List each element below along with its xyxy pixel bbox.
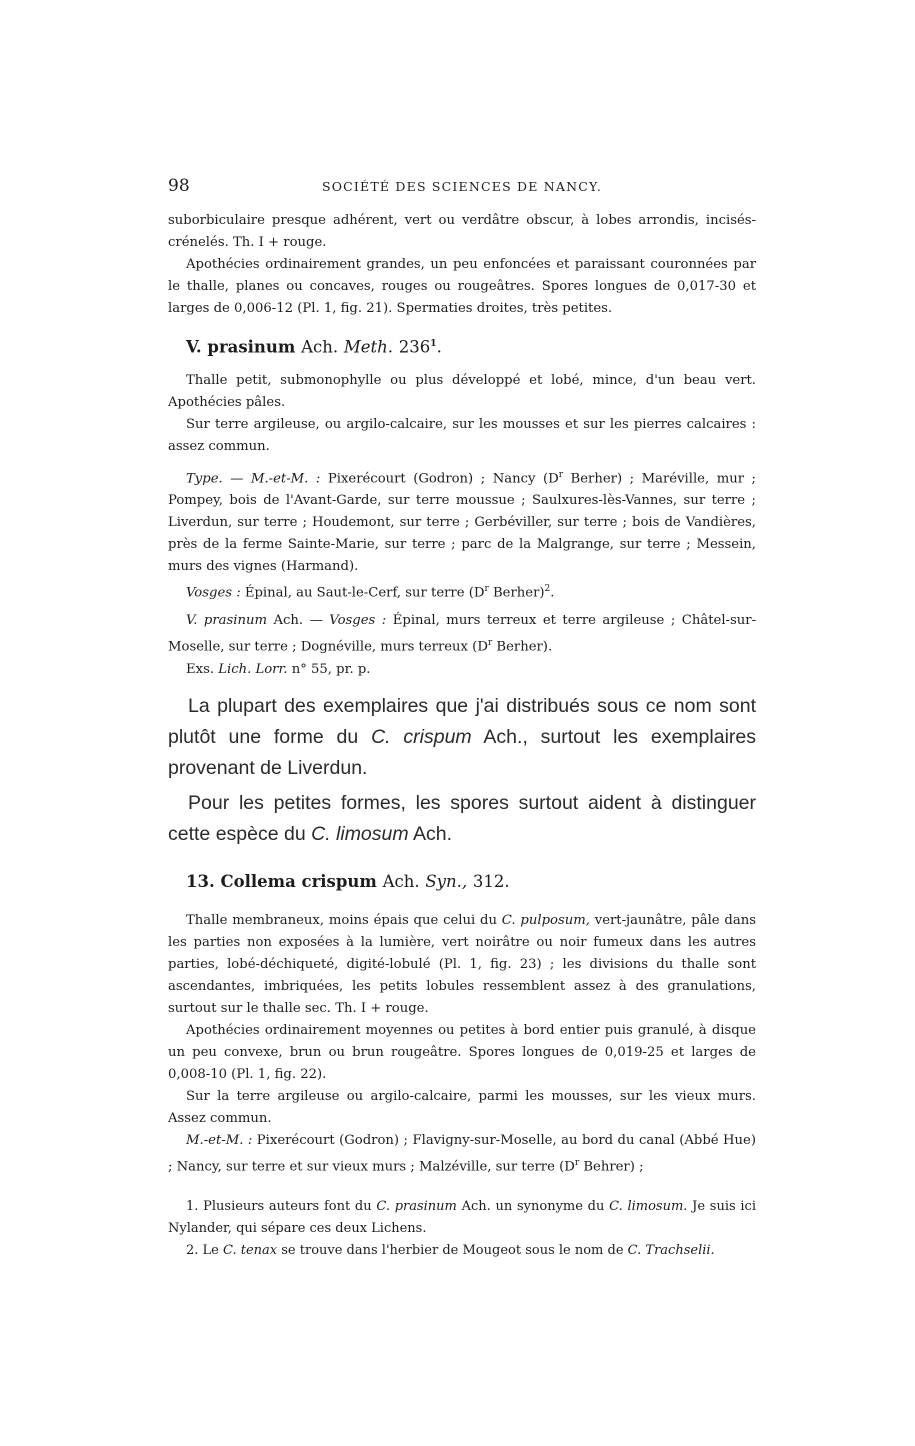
handwritten-note [168, 691, 756, 784]
paragraph: Sur terre argileuse, ou argilo-calcaire, sur les mousses et sur les pierres calcaires : assez commun. [168, 416, 756, 454]
footnote-text: Je suis ici Nylander, qui sépare ces deux Lichens. [168, 1199, 756, 1237]
superscript: r [574, 1157, 580, 1168]
note-text: Pour les petites formes, les spores surtout aident à distinguer cette espèce du [168, 791, 756, 845]
exsiccata-paragraph [168, 659, 756, 681]
region-label: Vosges : [329, 613, 387, 629]
footnote-text: 1. Plusieurs auteurs font du [186, 1199, 377, 1215]
locality-text: Épinal, au Saut-le-Cerf, sur terre (D [240, 585, 485, 601]
region-label: Type. — M.-et-M. : [186, 470, 321, 486]
running-head: SOCIÉTÉ DES SCIENCES DE NANCY. [321, 179, 603, 194]
taxon-reference: Syn., [425, 871, 468, 891]
locality-text: Berher) [488, 585, 545, 601]
footnote-text: 2. Le [186, 1243, 223, 1259]
exs-number: n° 55, pr. p. [287, 661, 371, 677]
paragraph: suborbiculaire presque adhérent, vert ou verdâtre obscur, à lobes arrondis, incisés-crénelés. Th. I + rouge. [168, 213, 756, 250]
footnote-mark: 1 [430, 339, 437, 349]
region-label: Vosges : [186, 585, 241, 601]
taxon-page: 312. [472, 871, 510, 891]
footnotes [168, 1196, 756, 1262]
species-ref: C. Trachselii. [627, 1243, 715, 1259]
note-species: C. limosum [311, 822, 409, 845]
locality-text: Berher). [492, 639, 553, 655]
locality-text: Behrer) ; [579, 1159, 644, 1175]
locality-text: . [550, 585, 555, 601]
exs-label: Exs. [186, 661, 219, 677]
locality-text: Épinal, murs terreux et terre argileuse ; Châtel-sur-Moselle, sur terre ; Dognéville, murs terreux (D [168, 613, 757, 655]
taxon-name: 13. Collema crispum [186, 871, 377, 891]
footnote [168, 1196, 756, 1240]
paragraph: Apothécies ordinairement moyennes ou petites à bord entier puis granulé, à disque un peu convexe, brun ou brun rougeâtre. Spores longues de 0,019-25 et larges de 0,008-10 (Pl. 1, fig. 22). [168, 1022, 756, 1082]
note-text: Ach., surtout les exemplaires provenant de Liverdun. [168, 725, 756, 779]
footnote [168, 1240, 756, 1262]
taxon-author: Ach. [301, 337, 339, 357]
paragraph: Thalle petit, submonophylle ou plus développé et lobé, mince, d'un beau vert. Apothécies pâles. [168, 372, 756, 410]
note-text: La plupart des exemplaires que j'ai distribués sous ce nom sont plutôt une forme du [168, 694, 756, 748]
superscript: r [558, 469, 564, 480]
locality-text: Ach. — [267, 613, 330, 629]
paragraph: Sur la terre argileuse ou argilo-calcaire, parmi les mousses, sur les vieux murs. Assez commun. [168, 1088, 756, 1126]
paragraph [168, 910, 756, 1020]
localities-paragraph [168, 464, 756, 578]
species-ref: C. limosum. [609, 1199, 688, 1215]
section-heading [186, 870, 756, 894]
taxon-name: V. prasinum [186, 337, 296, 357]
region-label: M.-et-M. : [186, 1132, 253, 1148]
footnote-text: Ach. un synonyme du [456, 1199, 610, 1215]
taxon-reference: Meth. [343, 337, 394, 357]
superscript: r [487, 638, 493, 649]
exs-title: Lich. Lorr. [218, 661, 288, 677]
paragraph: Apothécies ordinairement grandes, un peu enfoncées et paraissant couronnées par le thalle, planes ou concaves, rouges ou rougeâtres. Spores longues de 0,017-30 et larges de 0,006-12 (Pl. 1, fig. 21). Spermaties droites, très petites. [168, 257, 756, 316]
taxon-label: V. prasinum [186, 613, 267, 629]
heading-end: . [436, 337, 442, 357]
paragraph-text: vert-jaunâtre, pâle dans les parties non exposées à la lumière, vert noirâtre ou noir fumeux dans les autres parties, lobé-déchiqueté, digité-lobulé (Pl. 1, fig. 23) ; les divisions du thalle sont ascendantes, imbriquées, les petits lobules ressemblent assez à des granulations, surtout sur le thalle sec. Th. I + rouge. [168, 912, 756, 1016]
page-number: 98 [168, 176, 190, 196]
superscript: r [484, 583, 489, 594]
note-species: C. crispum [371, 725, 472, 748]
page-header [168, 176, 756, 200]
locality-text: Pixerécourt (Godron) ; Nancy (D [320, 470, 559, 486]
footnote-mark: 2 [544, 583, 551, 594]
species-ref: C. pulposum, [501, 912, 590, 928]
footnote-text: se trouve dans l'herbier de Mougeot sous le nom de [277, 1243, 628, 1259]
taxon-page: 236 [398, 337, 431, 357]
localities-paragraph [168, 1130, 756, 1178]
species-ref: C. tenax [223, 1243, 278, 1259]
localities-paragraph [168, 578, 756, 604]
localities-paragraph [168, 610, 756, 658]
taxon-author: Ach. [382, 871, 420, 891]
locality-text: Berher) ; Maréville, mur ; Pompey, bois de l'Avant-Garde, sur terre moussue ; Saulxures-lès-Vannes, sur terre ; Liverdun, sur terre ; Houdemont, sur terre ; Gerbéviller, sur terre ; bois de Vandières, près de la ferme Sainte-Marie, sur terre ; parc de la Malgrange, sur terre ; Messein, murs des vignes (Harmand). [168, 470, 756, 574]
paragraph-text: Thalle membraneux, moins épais que celui du [186, 912, 502, 928]
section-heading [186, 332, 756, 360]
page-body [168, 210, 756, 1262]
note-text: Ach. [408, 822, 452, 845]
species-ref: C. prasinum [376, 1199, 457, 1215]
handwritten-note [168, 788, 756, 850]
locality-text: Pixerécourt (Godron) ; Flavigny-sur-Moselle, au bord du canal (Abbé Hue) ; Nancy, sur terre et sur vieux murs ; Malzéville, sur terre (D [168, 1132, 756, 1175]
